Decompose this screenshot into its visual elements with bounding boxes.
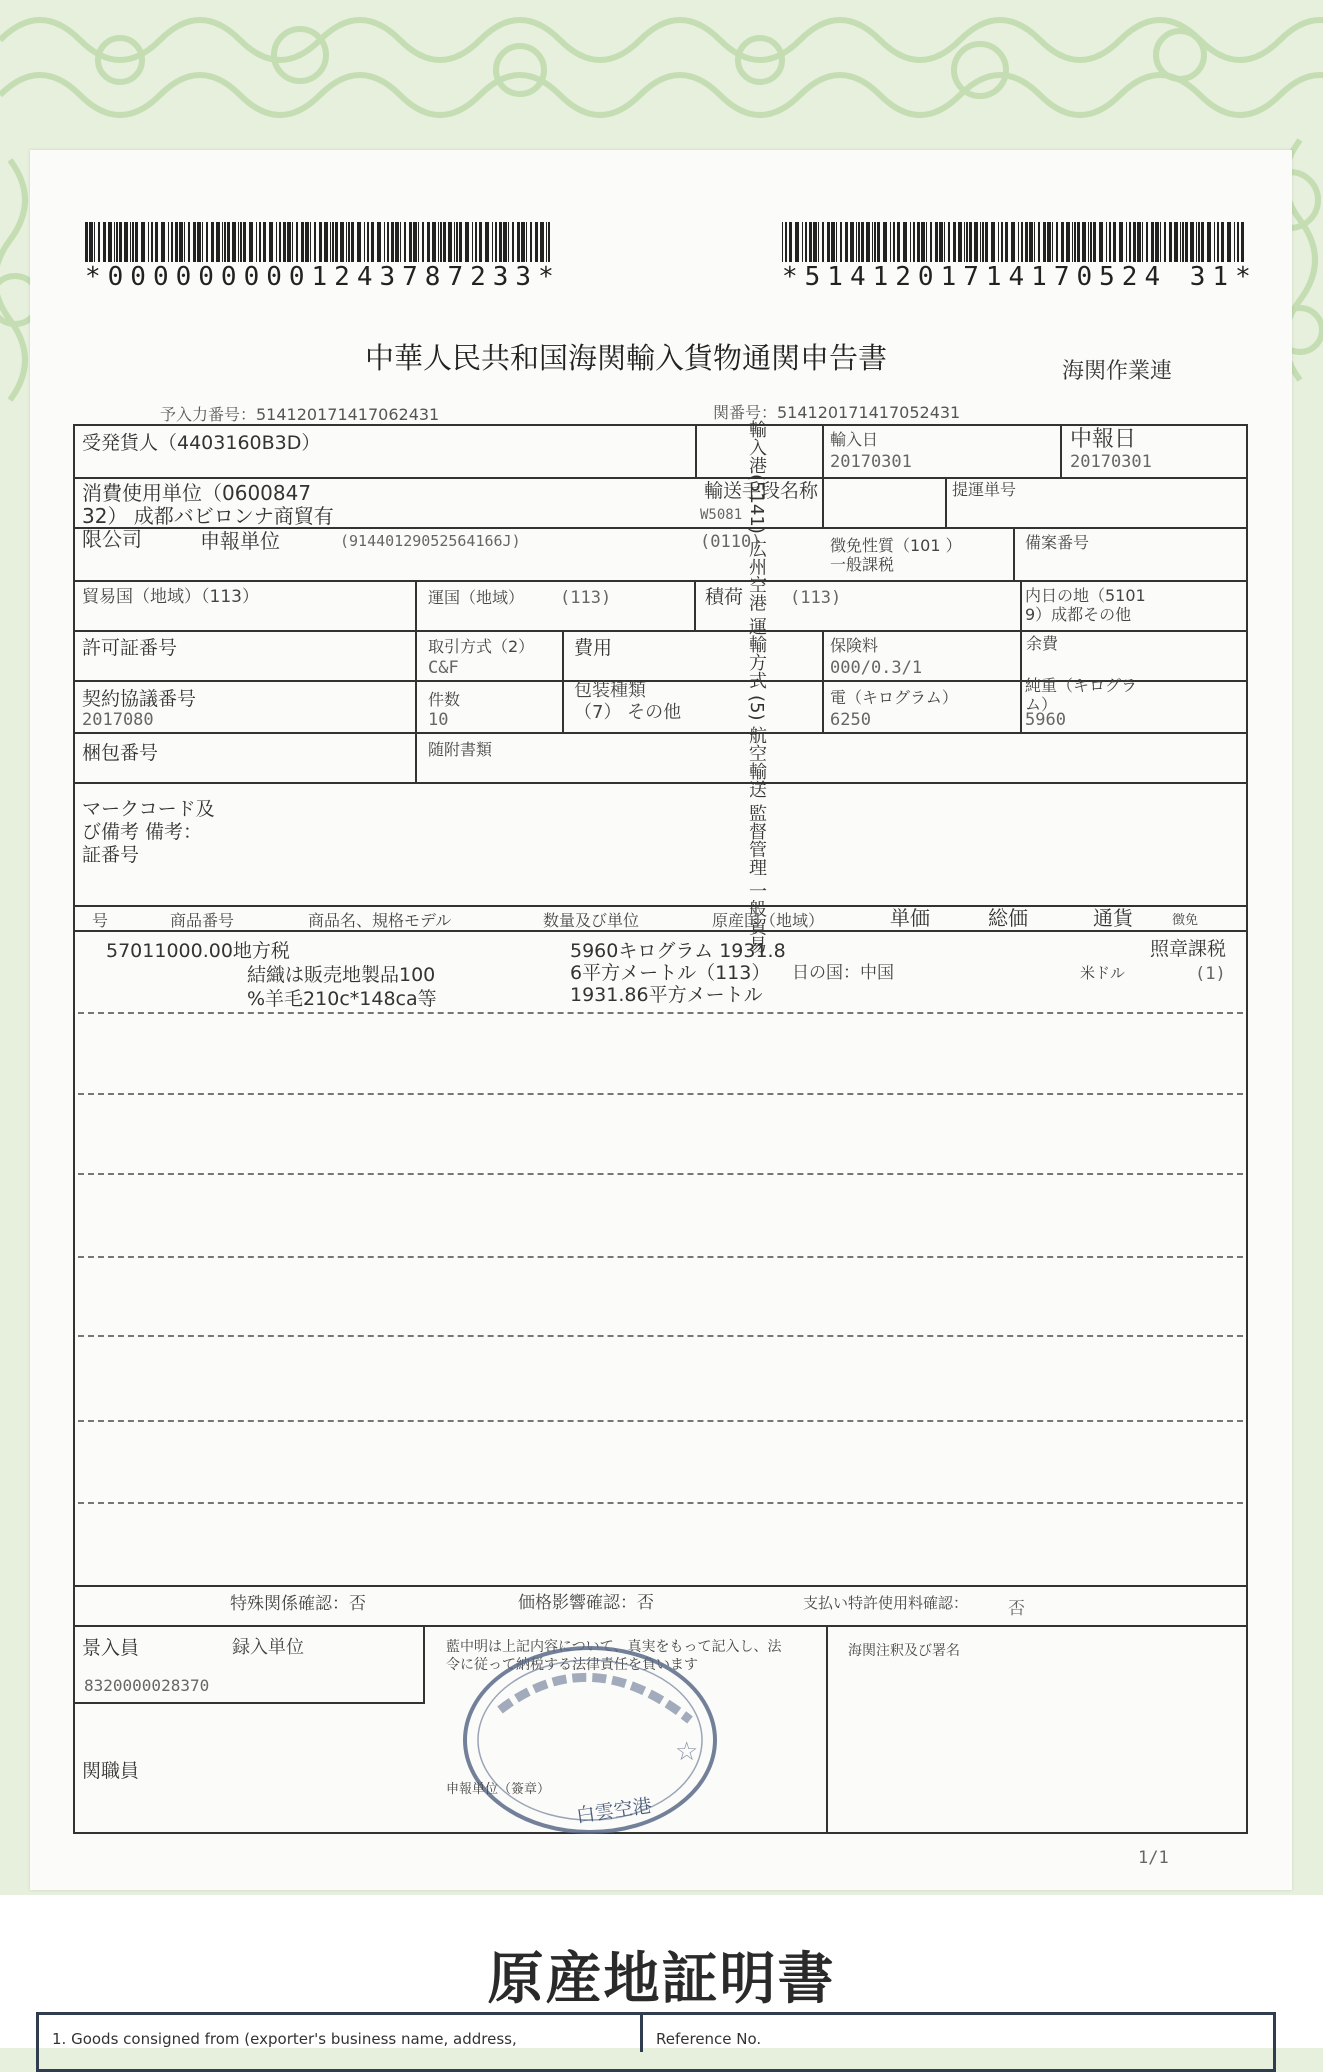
goods-tax-label: 照章課税 xyxy=(1150,938,1227,960)
deal-method-label: 取引方式（2） xyxy=(428,637,535,656)
gross-weight-label: 電（キログラム） xyxy=(830,688,958,707)
package-type-field: 包装種類 （7） その他 xyxy=(574,680,682,723)
domestic-destination-field: 内日の地（5101 9）成都その他 xyxy=(1025,586,1146,624)
customs-number: 関番号：514120171417052431 xyxy=(713,403,961,422)
goods-code: 57011000.00地方税 xyxy=(106,940,290,962)
barcode-right-number: *5141201714170524 31* xyxy=(782,262,1258,292)
document-title: 中華人民共和国海関輸入貨物通関申告書 xyxy=(365,341,888,375)
supervision-code: (0110) xyxy=(700,532,762,552)
contract-number-label: 契約協議番号 xyxy=(82,688,197,710)
import-date-value: 20170301 xyxy=(830,452,912,472)
transport-name-value: W5081 xyxy=(700,507,743,523)
declare-date-label: 中報日 xyxy=(1070,427,1137,452)
goods-qty-line2: 6平方メートル（113） xyxy=(570,962,771,984)
consumer-code: (9144012905256416​6J) xyxy=(340,532,521,550)
col-code: 商品番号 xyxy=(170,911,235,930)
entry-code: 8320000028370 xyxy=(84,1676,210,1695)
price-influence-confirm: 価格影響確認：否 xyxy=(518,1593,654,1613)
col-tax: 徴免 xyxy=(1172,913,1199,928)
customs-officer-label: 関職員 xyxy=(82,1760,140,1782)
stamp-place: 白雲空港 xyxy=(574,1794,654,1828)
col-origin: 原産国（地域） xyxy=(712,911,825,930)
goods-name-line2: %羊毛210c*148ca等 xyxy=(247,988,437,1010)
misc-fee-label: 余費 xyxy=(1026,634,1059,653)
certificate-of-origin-title: 原産地証明書 xyxy=(487,1947,836,2012)
record-number-label: 備案番号 xyxy=(1025,533,1090,552)
insurance-label: 保険料 xyxy=(830,636,879,655)
consignee-field: 受発貨人（4403160B3D） xyxy=(82,432,321,454)
loading-port-label: 積荷 xyxy=(705,586,744,608)
declaration-statement: 藍中明は上記内容について、真実をもって記入し、法令に従って納税する法律責任を負います xyxy=(446,1639,782,1673)
declaration-form-frame xyxy=(73,424,1248,1834)
coo-field-goods-consigned: 1. Goods consigned from (exporter's business name, address, xyxy=(52,2030,517,2048)
goods-qty-line3: 1931.86平方メートル xyxy=(570,984,763,1006)
marks-remarks-field: マークコード及び備考 備考：証番号 xyxy=(82,798,215,866)
royalty-confirm-value: 否 xyxy=(1008,1599,1025,1619)
stamp-declarant-unit: 申報単位（簽章） xyxy=(446,1782,551,1797)
freight-label: 費用 xyxy=(574,637,613,659)
loading-port-code: (113) xyxy=(790,588,842,608)
container-number-label: 梱包番号 xyxy=(82,742,159,764)
col-currency: 通貨 xyxy=(1093,906,1133,930)
col-no: 号 xyxy=(92,911,109,930)
page-number: 1/1 xyxy=(1138,1848,1169,1868)
deal-method-value: C&F xyxy=(428,658,459,678)
trade-country-field: 貿易国（地域）（113） xyxy=(82,587,259,607)
consumer-unit-field: 消費使用単位（0600847 32） 成都バビロンナ商貿有限公司 xyxy=(82,481,334,551)
declare-date-value: 20170301 xyxy=(1070,452,1152,472)
gross-weight-value: 6250 xyxy=(830,710,871,730)
port-transport-vertical-text: 輸入港(5141) 広州空港 運輸方式 (5) 航空輸送 監督管理 一般貿易 xyxy=(746,420,767,954)
goods-currency: 米ドル xyxy=(1080,964,1126,982)
col-total: 総価 xyxy=(988,906,1028,930)
packages-value: 10 xyxy=(428,710,449,730)
col-name: 商品名、規格モデル xyxy=(308,911,452,930)
insurance-value: 000/0.3/1 xyxy=(830,658,923,678)
svg-text:☆: ☆ xyxy=(675,1737,699,1767)
transport-name-label: 輸送手段名称 xyxy=(704,480,819,502)
import-date-label: 輸入日 xyxy=(830,430,879,449)
goods-name-line1: 結織は販売地製品100 xyxy=(247,964,436,986)
entry-number: 予入力番号：514120171417062431 xyxy=(160,405,440,424)
entry-clerk-label: 景入員 xyxy=(82,1637,140,1659)
special-relation-confirm: 特殊関係確認：否 xyxy=(230,1594,366,1614)
customs-note-label: 海関注釈及び署名 xyxy=(848,1643,960,1659)
packages-label: 件数 xyxy=(428,690,461,709)
origin-country-label: 運国（地域） xyxy=(428,588,525,607)
col-qty: 数量及び単位 xyxy=(543,911,640,930)
royalty-confirm: 支払い特許使用料確認： xyxy=(803,1594,969,1612)
goods-origin: 日の国：中国 xyxy=(792,963,894,983)
goods-qty-line1: 5960キログラム 1931.8 xyxy=(570,940,786,962)
attached-documents-label: 随附書類 xyxy=(428,740,493,759)
license-number-label: 許可証番号 xyxy=(82,637,178,659)
entry-unit-label: 録入単位 xyxy=(232,1637,304,1658)
tax-nature-field: 徴免性質（101 ）一般課税 xyxy=(830,536,962,574)
net-weight-label: 純重（キログラム） xyxy=(1025,676,1138,714)
corner-label: 海関作業連 xyxy=(1062,359,1173,384)
bill-of-lading-label: 提運単号 xyxy=(952,480,1017,499)
goods-tax-code: (1) xyxy=(1195,964,1226,984)
barcode-left xyxy=(85,222,555,264)
barcode-left-number: *0000000001243787233* xyxy=(85,262,561,292)
col-unit-price: 単価 xyxy=(890,906,930,930)
declarant-label: 申報単位 xyxy=(200,529,280,553)
contract-number-value: 2017080 xyxy=(82,710,154,730)
barcode-right xyxy=(782,222,1247,264)
coo-field-reference-no: Reference No. xyxy=(656,2030,762,2048)
net-weight-value: 5960 xyxy=(1025,710,1066,730)
origin-country-code: (113) xyxy=(560,588,612,608)
